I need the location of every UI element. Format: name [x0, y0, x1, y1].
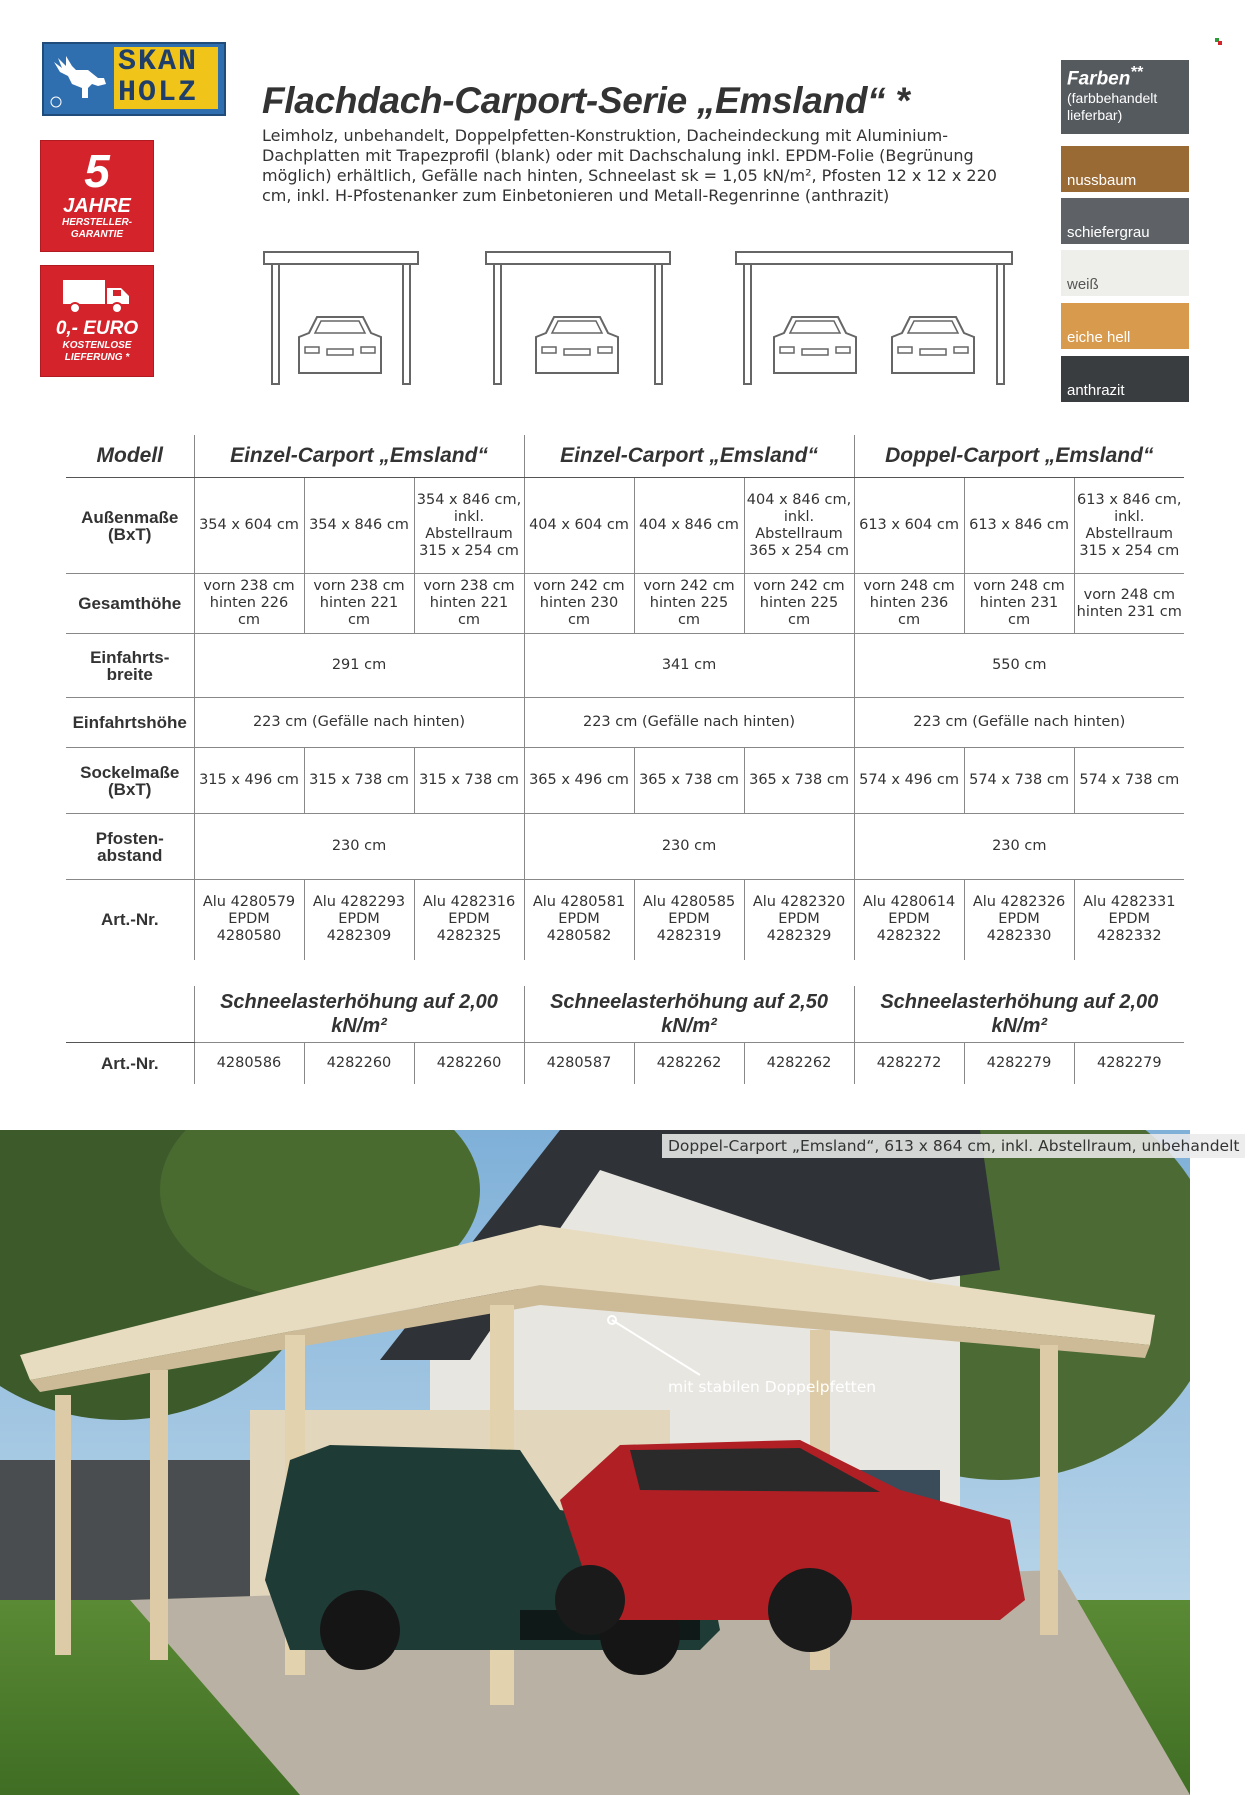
colors-note: (farbbehandelt lieferbar) [1067, 90, 1158, 124]
cell-gesamthoehe: vorn 248 cm hinten 231 cm [964, 574, 1074, 634]
cell-einfahrtshoehe: 223 cm (Gefälle nach hinten) [194, 698, 524, 748]
color-swatch-nussbaum [1061, 146, 1189, 192]
cell-sockelmasse: 574 x 738 cm [964, 748, 1074, 814]
cell-artnr: Alu 4280581 EPDM 4280582 [524, 880, 634, 960]
brand-line1: SKAN [118, 45, 199, 79]
row-label-pfostenabstand: Pfosten-abstand [66, 814, 194, 880]
double-carport-drawing [734, 248, 1016, 388]
model-header: Modell [66, 435, 194, 478]
cell-snow: 4280587 [524, 1042, 634, 1084]
delivery-sub2: LIEFERUNG * [64, 352, 130, 363]
cell-snow: 4282262 [634, 1042, 744, 1084]
cell-aussenmasse: 613 x 604 cm [854, 478, 964, 574]
single-carport-drawing-2 [484, 248, 674, 388]
warranty-sub1: HERSTELLER- [62, 217, 132, 228]
colors-heading-mark: ** [1130, 64, 1143, 81]
warranty-unit: JAHRE [63, 195, 131, 217]
cell-gesamthoehe: vorn 242 cm hinten 225 cm [744, 574, 854, 634]
cell-pfostenabstand: 230 cm [854, 814, 1184, 880]
row-label-aussenmasse: Außenmaße (BxT) [66, 478, 194, 574]
color-swatch-anthrazit [1061, 356, 1189, 402]
cell-sockelmasse: 365 x 496 cm [524, 748, 634, 814]
group-header-3: Doppel-Carport „Emsland“ [854, 435, 1184, 478]
cell-aussenmasse: 354 x 846 cm [304, 478, 414, 574]
row-label-einfahrtsbreite: Einfahrts-breite [66, 634, 194, 698]
cell-artnr: Alu 4282331 EPDM 4282332 [1074, 880, 1184, 960]
cell-einfahrtshoehe: 223 cm (Gefälle nach hinten) [854, 698, 1184, 748]
cell-pfostenabstand: 230 cm [524, 814, 854, 880]
color-swatch-label: eiche hell [1067, 329, 1131, 346]
cell-sockelmasse: 365 x 738 cm [744, 748, 854, 814]
cell-sockelmasse: 365 x 738 cm [634, 748, 744, 814]
cell-artnr: Alu 4280585 EPDM 4282319 [634, 880, 744, 960]
row-label-artnr: Art.-Nr. [100, 910, 159, 930]
delivery-sub1: KOSTENLOSE [62, 340, 132, 351]
cell-aussenmasse: 354 x 846 cm, inkl. Abstellraum 315 x 254 cm [414, 478, 524, 574]
group-header-1: Einzel-Carport „Emsland“ [194, 435, 524, 478]
spec-table [66, 435, 1184, 1084]
warranty-years: 5 [84, 145, 110, 197]
brand-logo [42, 42, 226, 116]
moose-icon [48, 48, 110, 110]
colors-heading: Farben [1067, 68, 1131, 90]
color-swatch-eiche-hell [1061, 303, 1189, 349]
cell-sockelmasse: 574 x 496 cm [854, 748, 964, 814]
cell-gesamthoehe: vorn 242 cm hinten 230 cm [524, 574, 634, 634]
carport-photo [0, 1130, 1190, 1795]
cell-einfahrtsbreite: 291 cm [194, 634, 524, 698]
cell-sockelmasse: 315 x 738 cm [414, 748, 524, 814]
color-swatch-label: anthrazit [1067, 382, 1125, 399]
brand-line2: HOLZ [118, 76, 199, 110]
cell-einfahrtshoehe: 223 cm (Gefälle nach hinten) [524, 698, 854, 748]
photo-caption: Doppel-Carport „Emsland“, 613 x 864 cm, inkl. Abstellraum, unbehandelt [662, 1134, 1245, 1158]
cell-gesamthoehe: vorn 238 cm hinten 226 cm [194, 574, 304, 634]
cell-artnr: Alu 4280579 EPDM 4280580 [194, 880, 304, 960]
cell-pfostenabstand: 230 cm [194, 814, 524, 880]
cell-snow: 4282279 [1074, 1042, 1184, 1084]
group-header-2: Einzel-Carport „Emsland“ [524, 435, 854, 478]
color-swatch-label: schiefergrau [1067, 224, 1150, 241]
delivery-price: 0,- EURO [55, 318, 139, 339]
cell-artnr: Alu 4282320 EPDM 4282329 [744, 880, 854, 960]
cell-snow: 4282272 [854, 1042, 964, 1084]
cell-snow: 4282279 [964, 1042, 1074, 1084]
cell-artnr: Alu 4280614 EPDM 4282322 [854, 880, 964, 960]
cell-sockelmasse: 315 x 496 cm [194, 748, 304, 814]
cell-sockelmasse: 315 x 738 cm [304, 748, 414, 814]
row-label-einfahrtshoehe: Einfahrtshöhe [66, 698, 194, 748]
delivery-badge [40, 265, 154, 377]
cell-artnr: Alu 4282293 EPDM 4282309 [304, 880, 414, 960]
cell-aussenmasse: 404 x 604 cm [524, 478, 634, 574]
row-label-sockelmasse: Sockelmaße (BxT) [66, 748, 194, 814]
cell-gesamthoehe: vorn 238 cm hinten 221 cm [304, 574, 414, 634]
cell-aussenmasse: 404 x 846 cm [634, 478, 744, 574]
cell-snow: 4282262 [744, 1042, 854, 1084]
colors-heading-box [1061, 60, 1189, 134]
cell-snow: 4282260 [304, 1042, 414, 1084]
truck-icon [61, 276, 133, 316]
cell-gesamthoehe: vorn 238 cm hinten 221 cm [414, 574, 524, 634]
page-title: Flachdach-Carport-Serie „Emsland“ * [262, 80, 910, 121]
car-icon [536, 317, 618, 373]
cell-sockelmasse: 574 x 738 cm [1074, 748, 1184, 814]
cell-aussenmasse: 354 x 604 cm [194, 478, 304, 574]
photo-callout: mit stabilen Doppelpfetten [668, 1378, 877, 1396]
car-icon [892, 317, 974, 373]
car-icon [299, 317, 381, 373]
snow-header-2: Schneelasterhöhung auf 2,50 kN/m² [524, 986, 854, 1043]
cell-gesamthoehe: vorn 248 cm hinten 231 cm [1074, 574, 1184, 634]
color-swatch-label: weiß [1067, 276, 1099, 293]
warranty-sub2: GARANTIE [70, 229, 124, 240]
cell-gesamthoehe: vorn 248 cm hinten 236 cm [854, 574, 964, 634]
cell-snow: 4282260 [414, 1042, 524, 1084]
cell-artnr: Alu 4282316 EPDM 4282325 [414, 880, 524, 960]
cell-aussenmasse: 613 x 846 cm, inkl. Abstellraum 315 x 254 cm [1074, 478, 1184, 574]
corner-mark-icon [1215, 38, 1222, 45]
cell-aussenmasse: 404 x 846 cm, inkl. Abstellraum 365 x 254 cm [744, 478, 854, 574]
color-swatch-label: nussbaum [1067, 172, 1137, 189]
car-icon [774, 317, 856, 373]
single-carport-drawing-1 [262, 248, 422, 388]
snow-header-3: Schneelasterhöhung auf 2,00 kN/m² [854, 986, 1184, 1043]
product-description: Leimholz, unbehandelt, Doppelpfetten-Konstruktion, Dacheindeckung mit Aluminium-Dachplatten mit Trapezprofil (blank) oder mit Dachschalung inkl. EPDM-Folie (Begrünung möglich) erhältlich, Gefälle nach hinten, Schneelast sk = 1,05 kN/m², Pfosten 12 x 12 x 220 cm, inkl. H-Pfostenanker zum Einbetonieren und Metall-Regenrinne (anthrazit) [262, 126, 997, 205]
cell-einfahrtsbreite: 341 cm [524, 634, 854, 698]
snow-header-1: Schneelasterhöhung auf 2,00 kN/m² [194, 986, 524, 1043]
row-label-snow-artnr: Art.-Nr. [100, 1053, 159, 1073]
warranty-badge [40, 140, 154, 252]
cell-aussenmasse: 613 x 846 cm [964, 478, 1074, 574]
cell-gesamthoehe: vorn 242 cm hinten 225 cm [634, 574, 744, 634]
cell-einfahrtsbreite: 550 cm [854, 634, 1184, 698]
color-swatch-weiss [1061, 250, 1189, 296]
color-swatch-schiefergrau [1061, 198, 1189, 244]
cell-snow: 4280586 [194, 1042, 304, 1084]
cell-artnr: Alu 4282326 EPDM 4282330 [964, 880, 1074, 960]
row-label-gesamthoehe: Gesamthöhe [66, 574, 194, 634]
